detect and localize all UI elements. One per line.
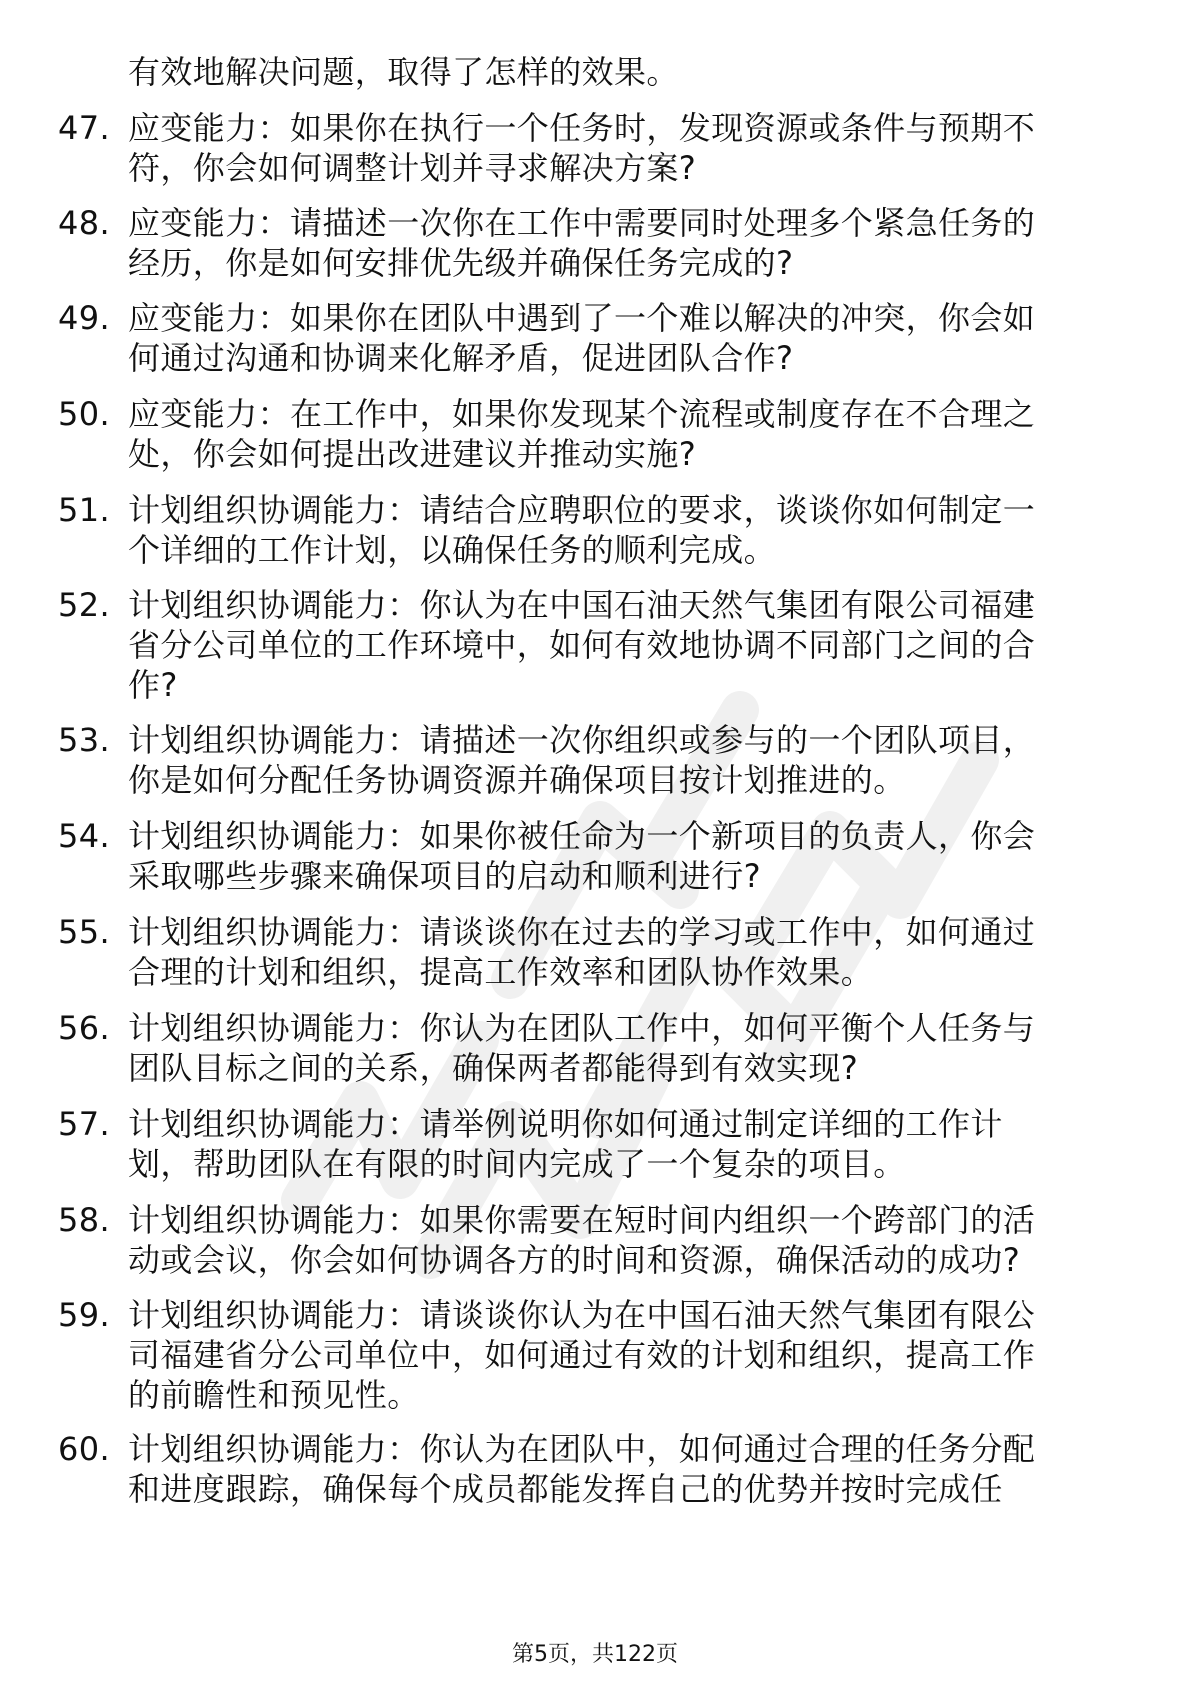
question-text: 计划组织协调能力：你认为在团队中，如何通过合理的任务分配 (128, 1430, 1036, 1468)
page-footer: 第5页，共122页 (512, 1642, 678, 1667)
question-text: 采取哪些步骤来确保项目的启动和顺利进行? (128, 857, 761, 895)
question-text: 省分公司单位的工作环境中，如何有效地协调不同部门之间的合 (128, 626, 1036, 664)
question-number: 50. (58, 395, 111, 433)
question-number: 52. (58, 586, 111, 624)
question-text: 经历，你是如何安排优先级并确保任务完成的? (128, 244, 794, 282)
question-text: 和进度跟踪，确保每个成员都能发挥自己的优势并按时完成任 (128, 1470, 1003, 1508)
question-text: 计划组织协调能力：请举例说明你如何通过制定详细的工作计 (128, 1105, 1003, 1143)
question-text: 应变能力：如果你在执行一个任务时，发现资源或条件与预期不 (128, 109, 1036, 147)
question-text: 应变能力：请描述一次你在工作中需要同时处理多个紧急任务的 (128, 204, 1036, 242)
question-text: 处，你会如何提出改进建议并推动实施? (128, 435, 697, 473)
question-number: 58. (58, 1201, 111, 1239)
question-text: 动或会议，你会如何协调各方的时间和资源，确保活动的成功? (128, 1241, 1021, 1279)
question-text: 的前瞻性和预见性。 (128, 1376, 420, 1414)
question-text: 应变能力：在工作中，如果你发现某个流程或制度存在不合理之 (128, 395, 1036, 433)
question-number: 53. (58, 721, 111, 759)
question-number: 59. (58, 1296, 111, 1334)
question-text: 计划组织协调能力：如果你需要在短时间内组织一个跨部门的活 (128, 1201, 1036, 1239)
question-text: 计划组织协调能力：请谈谈你在过去的学习或工作中，如何通过 (128, 913, 1036, 951)
question-text: 应变能力：如果你在团队中遇到了一个难以解决的冲突，你会如 (128, 299, 1036, 337)
question-text: 个详细的工作计划，以确保任务的顺利完成。 (128, 531, 777, 569)
question-text: 符，你会如何调整计划并寻求解决方案? (128, 149, 697, 187)
question-number: 48. (58, 204, 111, 242)
question-text: 何通过沟通和协调来化解矛盾，促进团队合作? (128, 339, 794, 377)
question-text: 司福建省分公司单位中，如何通过有效的计划和组织，提高工作 (128, 1336, 1036, 1374)
question-number: 55. (58, 913, 111, 951)
question-text: 合理的计划和组织，提高工作效率和团队协作效果。 (128, 953, 874, 991)
question-number: 49. (58, 299, 111, 337)
question-text: 计划组织协调能力：你认为在中国石油天然气集团有限公司福建 (128, 586, 1036, 624)
question-number: 60. (58, 1430, 111, 1468)
question-number: 56. (58, 1009, 111, 1047)
question-number: 54. (58, 817, 111, 855)
question-text: 计划组织协调能力：请描述一次你组织或参与的一个团队项目， (128, 721, 1036, 759)
question-number: 57. (58, 1105, 111, 1143)
question-text: 计划组织协调能力：你认为在团队工作中，如何平衡个人任务与 (128, 1009, 1036, 1047)
question-number: 47. (58, 109, 111, 147)
question-text: 你是如何分配任务协调资源并确保项目按计划推进的。 (128, 761, 906, 799)
continued-text: 有效地解决问题，取得了怎样的效果。 (128, 53, 679, 91)
question-text: 计划组织协调能力：请谈谈你认为在中国石油天然气集团有限公 (128, 1296, 1036, 1334)
question-number: 51. (58, 491, 111, 529)
question-text: 计划组织协调能力：请结合应聘职位的要求，谈谈你如何制定一 (128, 491, 1036, 529)
question-text: 计划组织协调能力：如果你被任命为一个新项目的负责人，你会 (128, 817, 1036, 855)
question-text: 划，帮助团队在有限的时间内完成了一个复杂的项目。 (128, 1145, 906, 1183)
question-text: 团队目标之间的关系，确保两者都能得到有效实现? (128, 1049, 859, 1087)
question-text: 作? (128, 666, 178, 704)
